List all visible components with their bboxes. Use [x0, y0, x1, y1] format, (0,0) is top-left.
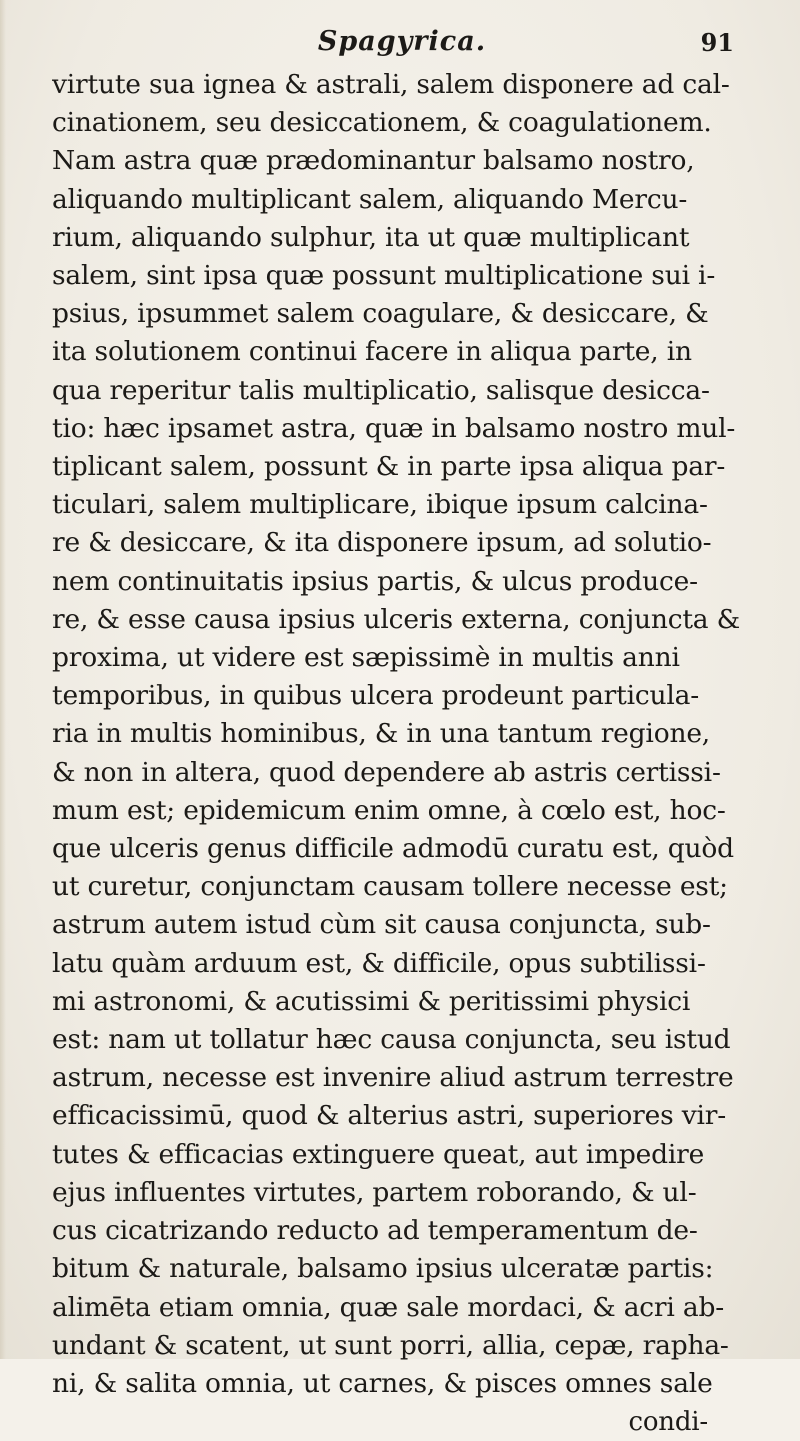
text-line: astrum, necesse est invenire aliud astrum terrestre: [52, 1062, 734, 1094]
page-edge-shadow: [0, 0, 6, 1359]
text-line: ni, & salita omnia, ut carnes, & pisces omnes sale: [52, 1367, 713, 1399]
catchword: condi-: [628, 1407, 708, 1438]
text-line: salem, sint ipsa quæ possunt multiplicatione sui i-: [52, 260, 716, 292]
text-line: cus cicatrizando reducto ad temperamentum de-: [52, 1215, 698, 1247]
text-line: undant & scatent, ut sunt porri, allia, cepæ, rapha-: [52, 1329, 729, 1361]
text-line: ejus influentes virtutes, partem roborando, & ul-: [52, 1176, 697, 1208]
text-line: ria in multis hominibus, & in una tantum regione,: [52, 718, 711, 750]
text-line: rium, aliquando sulphur, ita ut quæ multiplicant: [52, 221, 690, 253]
running-title: Spagyrica.: [317, 26, 487, 57]
text-line: ticulari, salem multiplicare, ibique ipsum calcina-: [52, 489, 708, 521]
text-line: bitum & naturale, balsamo ipsius ulceratæ partis:: [52, 1253, 714, 1285]
text-line: mum est; epidemicum enim omne, à cœlo est, hoc-: [52, 794, 726, 826]
text-line: est: nam ut tollatur hæc causa conjuncta, seu istud: [52, 1024, 731, 1056]
text-line: tiplicant salem, possunt & in parte ipsa aliqua par-: [52, 451, 726, 483]
text-line: re, & esse causa ipsius ulceris externa, conjuncta &: [52, 603, 741, 635]
text-line: astrum autem istud cùm sit causa conjuncta, sub-: [52, 909, 711, 941]
text-line: nem continuitatis ipsius partis, & ulcus produce-: [52, 565, 698, 597]
text-line: tutes & efficacias extinguere queat, aut impedire: [52, 1138, 705, 1170]
text-line: Nam astra quæ prædominantur balsamo nostro,: [52, 145, 695, 177]
text-line: mi astronomi, & acutissimi & peritissimi physici: [52, 985, 691, 1017]
text-line: aliquando multiplicant salem, aliquando Mercu-: [52, 183, 688, 215]
text-line: efficacissimū, quod & alterius astri, superiores vir-: [52, 1100, 726, 1132]
text-line: qua reperitur talis multiplicatio, salisque desicca-: [52, 374, 710, 406]
text-line: proxima, ut videre est sæpissimè in multis anni: [52, 642, 680, 674]
text-line: latu quàm arduum est, & difficile, opus subtilissi-: [52, 947, 706, 979]
page-number: 91: [700, 28, 734, 57]
text-line: ita solutionem continui facere in aliqua parte, in: [52, 336, 692, 368]
text-line: virtute sua ignea & astrali, salem disponere ad cal-: [52, 69, 730, 100]
text-line: psius, ipsummet salem coagulare, & desiccare, &: [52, 298, 709, 330]
text-line: ut curetur, conjunctam causam tollere necesse est;: [52, 871, 728, 903]
text-line: que ulceris genus difficile admodū curatu est, quòd: [52, 833, 734, 865]
text-line: tio: hæc ipsamet astra, quæ in balsamo nostro mul-: [52, 412, 736, 444]
text-line: & non in altera, quod dependere ab astris certissi-: [52, 756, 721, 788]
text-line: temporibus, in quibus ulcera prodeunt particula-: [52, 680, 700, 712]
text-line: alimēta etiam omnia, quæ sale mordaci, & acri ab-: [52, 1291, 725, 1323]
text-line: re & desiccare, & ita disponere ipsum, ad solutio-: [52, 527, 712, 559]
text-line: cinationem, seu desiccationem, & coagulationem.: [52, 107, 712, 139]
running-head: [52, 22, 752, 66]
body-text: [52, 66, 752, 1441]
